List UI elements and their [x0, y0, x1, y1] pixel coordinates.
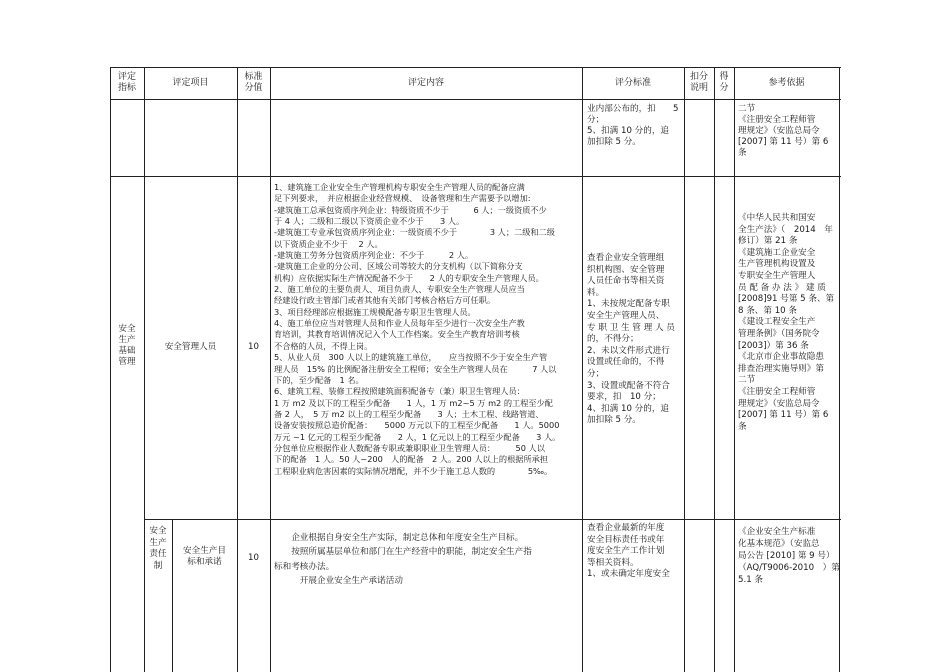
- header-indicator: 评定 指标: [117, 72, 136, 93]
- criteria-targets-commitment: 查看企业最新的年度 安全目标责任书或年 度安全生产工作计划 等相关资料。 1、或未确定年度安全: [587, 523, 670, 580]
- table-line-col-content: [582, 67, 583, 672]
- table-line-top: [110, 67, 841, 68]
- item-targets-commitment: 安全生产目 标和承诺: [183, 546, 226, 567]
- table-line-row1-bottom: [110, 176, 841, 177]
- table-line-left: [110, 67, 111, 672]
- basis-safety-personnel: 《中华人民共和国安 全生产法》（ 2014 年 修订）第 21 条 《建筑施工企业安全 生产管理机构设置及 专职安全生产管理人 员 配 备 办 法 》 建 质 [2008]91 号第 5 条、第 8 条、第 10 条 《建设工程安全生产 管理条例》（国务院令 [2003]）第 36 条 《北京市企业事故隐患 排查治理实施导则》第 二节 《注册安全工程师管 理规定》（安监总局令 [2007] 第 11 号）第 6 条: [738, 213, 835, 432]
- header-standard-score: 标准 分值: [244, 72, 263, 93]
- table-line-col-item: [237, 67, 238, 672]
- table-line-col-indicator: [144, 67, 145, 672]
- table-line-col-score: [270, 67, 271, 672]
- header-item: 评定项目: [172, 78, 209, 88]
- header-deduction: 扣分 说明: [689, 72, 708, 93]
- header-score: 得 分: [719, 72, 729, 93]
- table-line-row2-bottom: [144, 519, 841, 520]
- row-continued-criteria: 业内部公布的，扣 5 分； 5、扣满 10 分的，追 加扣除 5 分。: [587, 104, 679, 147]
- score-safety-personnel: 10: [248, 342, 259, 352]
- sub-indicator-responsibility: 安全 生产 责任 制: [149, 526, 167, 571]
- content-targets-commitment: 企业根据自身安全生产实际，制定总体和年度安全生产目标。 按照所属基层单位和部门在生产经营中的职能，制定安全生产指 标和考核办法。 开展企业安全生产承诺活动: [274, 533, 532, 586]
- header-criteria: 评分标准: [614, 78, 651, 88]
- content-safety-personnel: 1、建筑施工企业安全生产管理机构专职安全生产管理人员的配备应满 足下列要求， 并应根据企业经营规模、 设备管理和生产需要予以增加: -建筑施工总承包资质序列企业：特级资质不少于 6 人；一级资质不少 于 4 人；二级和二级以下资质企业不少于 3 人。 -建筑施工专业承包资质序列企业：一级资质不少于 3 人；二级和二级 以下资质企业不少于 2 人。 -建筑施工劳务分包资质序列企业：不少于 2 人。 -建筑施工企业的分公司、区域公司等较大的分支机构（以下简称分支 机构）应依据实际生产情况配备不少于 2 人的专职安全生产管理人员。 2、施工单位的主要负责人、项目负责人、专职安全生产管理人员应当 经建设行政主管部门或者其他有关部门考核合格后方可任职。 3、项目经理部应根据施工规模配备专职卫生管理人员。 4、施工单位应当对管理人员和作业人员每年至少进行一次安全生产教 育培训，其教育培训情况记入个人工作档案。安全生产教育培训考核 不合格的人员，不得上岗。 5、从业人员 300 人以上的建筑施工单位， 应当按照不少于安全生产管 理人员 15% 的比例配备注册安全工程师；安全生产管理人员在 7 人以 下的，至少配备 1 名。 6、建筑工程、装修工程按照建筑面积配备专（兼）职卫生管理人员： 1 万 m2 及以下的工程至少配备 1 人，1 万 m2~5 万 m2 的工程至少配 备 2 人， 5 万 m2 以上的工程至少配备 3 人；土木工程、线路管道、 设备安装按照总造价配备： 5000 万元以下的工程至少配备 1 人。5000 万元 ~1 亿元的工程至少配备 2 人，1 亿元以上的工程至少配备 3 人。 分包单位应根据作业人数配备专职或兼职职业卫生管理人员： 50 人以 下的配备 1 人。50 人~200 人的配备 2 人。200 人以上的根据所承担 工程职业病危害因素的实际情况增配，并不少于施工总人数的 5‰。: [274, 182, 561, 476]
- criteria-safety-personnel: 查看企业安全管理组 织机构图、安全管理 人员任命书等相关资 料。 1、未按规定配备专职 安全生产管理人员、 专 职 卫 生 管 理 人 员 的，不得分； 2、未以文件形式进行 设置或任命的，不得 分； 3、设置或配备不符合 要求，扣 10 分； 4、扣满 10 分的，追 加扣除 5 分。: [587, 253, 675, 426]
- table-line-col-deduction: [714, 67, 715, 672]
- header-content: 评定内容: [407, 78, 444, 88]
- table-line-header-bottom: [110, 99, 841, 100]
- table-line-col-subitem: [172, 519, 173, 672]
- score-targets-commitment: 10: [248, 553, 259, 563]
- item-safety-personnel: 安全管理人员: [164, 342, 217, 352]
- table-line-col-criteria: [684, 67, 685, 672]
- row-continued-basis: 二节 《注册安全工程师管 理规定》（安监总局令 [2007] 第 11 号）第 6 条: [738, 104, 829, 158]
- header-basis: 参考依据: [768, 78, 805, 88]
- table-line-col-points: [734, 67, 735, 672]
- indicator-label: 安全 生产 基础 管理: [118, 324, 136, 367]
- basis-targets-commitment: 《企业安全生产标准 化基本规范》（安监总 局公告 [2010] 第 9 号） （AQ/T9006-2010 ）第 5.1 条: [738, 527, 840, 585]
